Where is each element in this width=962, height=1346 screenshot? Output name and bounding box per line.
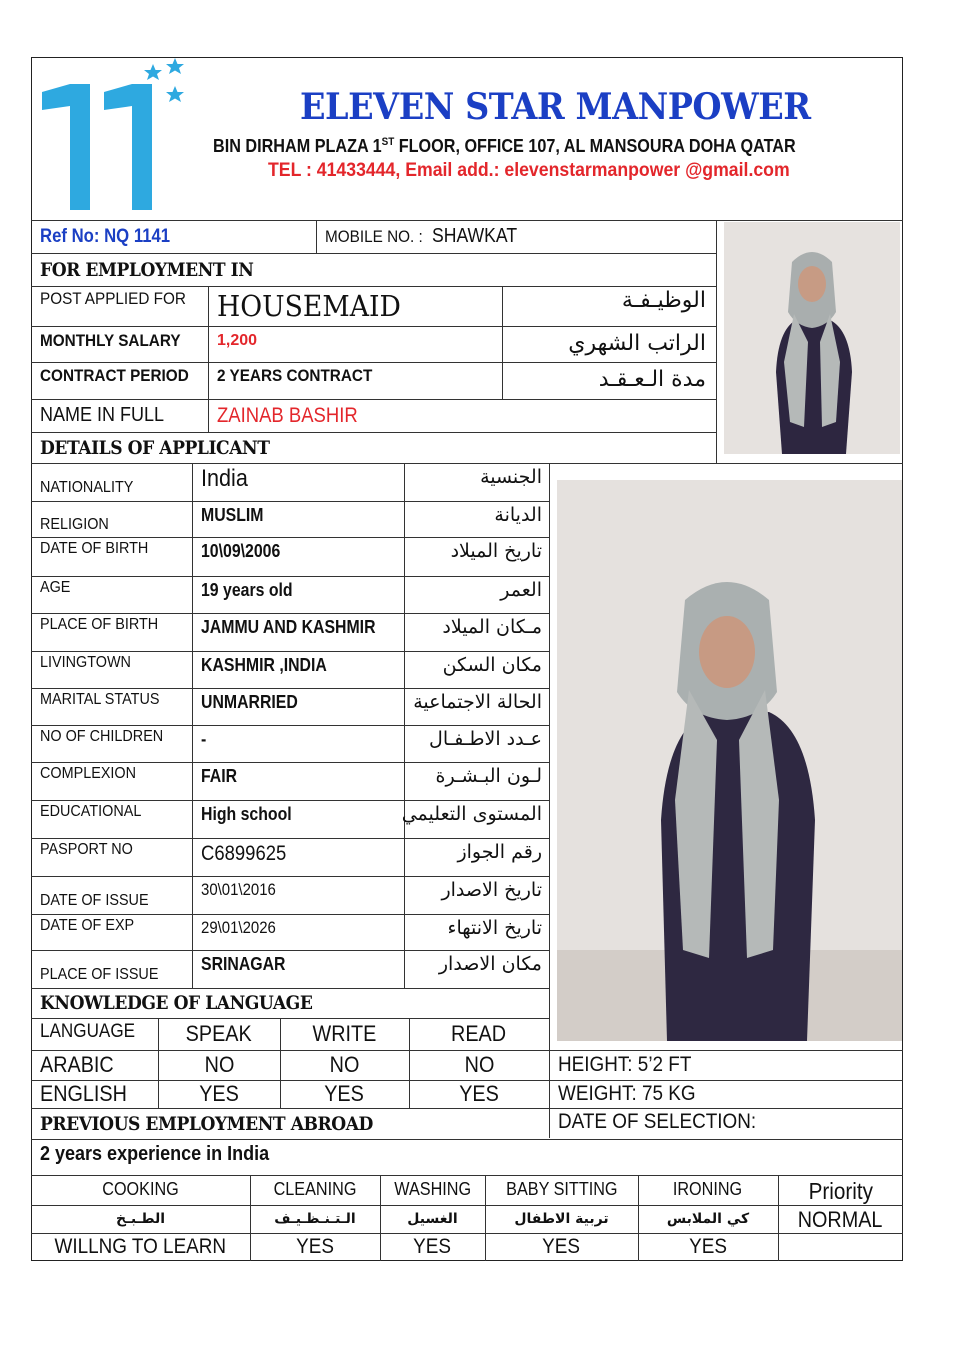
lang-english: ENGLISH <box>40 1081 127 1106</box>
skill-headers-1: CLEANING <box>273 1178 357 1199</box>
name-value: ZAINAB BASHIR <box>217 403 358 427</box>
detail-label: NO OF CHILDREN <box>40 728 164 745</box>
salary-label: MONTHLY SALARY <box>40 331 181 350</box>
mobile-value: SHAWKAT <box>431 225 517 247</box>
detail-value: MUSLIM <box>201 505 264 525</box>
skill-values-4: YES <box>689 1235 727 1258</box>
detail-label: DATE OF EXP <box>40 917 135 934</box>
english-read: YES <box>459 1081 499 1106</box>
lang-arabic: ARABIC <box>40 1052 114 1077</box>
company-contact: TEL : 41433444, Email add.: elevenstarmanpower @gmail.com <box>268 160 790 181</box>
height-value: HEIGHT: 5’2 FT <box>558 1053 692 1076</box>
english-write: YES <box>324 1081 365 1106</box>
arabic-read: NO <box>464 1052 494 1077</box>
detail-value: KASHMIR ,INDIA <box>201 655 327 675</box>
detail-label: MARITAL STATUS <box>40 691 160 708</box>
detail-label: LIVINGTOWN <box>40 654 131 671</box>
skill-values-2: YES <box>413 1235 452 1258</box>
detail-arabic: لـون البـشـرة <box>435 765 542 787</box>
post-label: POST APPLIED FOR <box>40 289 186 308</box>
previous-text: 2 years experience in India <box>40 1142 270 1165</box>
detail-label: PLACE OF ISSUE <box>40 966 159 983</box>
english-speak: YES <box>199 1081 239 1106</box>
employment-heading: FOR EMPLOYMENT IN <box>40 258 254 281</box>
detail-value: High school <box>201 804 292 824</box>
salary-ar: الراتب الشهري <box>568 331 706 356</box>
detail-value: JAMMU AND KASHMIR <box>201 617 376 637</box>
detail-value: 30\01\2016 <box>201 880 276 899</box>
detail-value: SRINAGAR <box>201 954 286 974</box>
address-sup: ST <box>381 136 395 148</box>
detail-label: PASPORT NO <box>40 841 133 858</box>
contract-value: 2 YEARS CONTRACT <box>217 366 373 385</box>
detail-arabic: تاريخ الميلاد <box>450 540 542 562</box>
detail-label: AGE <box>40 579 71 596</box>
skill-headers-2: WASHING <box>394 1178 471 1199</box>
skill-values-0: WILLNG TO LEARN <box>54 1235 227 1258</box>
company-address <box>213 136 796 157</box>
address-prefix: BIN DIRHAM PLAZA 1 <box>213 136 382 156</box>
post-value: HOUSEMAID <box>217 289 401 323</box>
detail-value: FAIR <box>201 766 238 786</box>
detail-arabic: عـدد الاطـفـال <box>429 728 542 750</box>
contract-ar: مدة الـعـقـد <box>598 367 706 392</box>
applicant-photo-small <box>724 222 900 454</box>
detail-arabic: تاريخ الاصدار <box>441 879 542 901</box>
mobile-label: MOBILE NO. : <box>325 226 423 246</box>
detail-arabic: الجنسية <box>480 466 542 488</box>
priority-value: NORMAL <box>798 1207 883 1232</box>
detail-arabic: المستوى التعليمي <box>401 803 542 825</box>
detail-arabic: مكان السكن <box>442 654 542 676</box>
lang-header-language: LANGUAGE <box>40 1021 136 1042</box>
detail-arabic: رقم الجواز <box>457 841 542 863</box>
detail-value: 29\01\2026 <box>201 918 276 937</box>
detail-arabic: مكان الاصدار <box>438 953 542 975</box>
address-suffix: FLOOR, OFFICE 107, AL MANSOURA DOHA QATAR <box>394 136 796 156</box>
detail-label: COMPLEXION <box>40 765 137 782</box>
detail-arabic: الديانة <box>494 504 542 526</box>
ref-number: Ref No: NQ 1141 <box>40 225 171 247</box>
detail-label: NATIONALITY <box>40 479 134 496</box>
detail-label: EDUCATIONAL <box>40 803 142 820</box>
detail-arabic: مـكان الميلاد <box>442 616 542 638</box>
detail-label: RELIGION <box>40 516 109 533</box>
detail-arabic: تاريخ الانتهاء <box>447 917 542 939</box>
lang-header-read: READ <box>451 1021 507 1046</box>
arabic-write: NO <box>329 1052 360 1077</box>
detail-label: PLACE OF BIRTH <box>40 616 159 633</box>
skill-arabic-3: تربية الاطفال <box>514 1211 609 1227</box>
detail-value: 10\09\2006 <box>201 541 281 561</box>
selection-date-label: DATE OF SELECTION: <box>558 1110 757 1133</box>
skill-arabic-4: كي الملابس <box>666 1211 750 1227</box>
skill-headers-0: COOKING <box>102 1178 179 1199</box>
skill-headers-4: IRONING <box>673 1178 743 1199</box>
skill-arabic-1: الـتـنـظـيـف <box>274 1211 356 1227</box>
skill-values-1: YES <box>296 1235 334 1258</box>
language-heading: KNOWLEDGE OF LANGUAGE <box>40 992 313 1014</box>
detail-value: - <box>201 729 207 749</box>
priority-label: Priority <box>808 1178 873 1204</box>
detail-value: 19 years old <box>201 580 293 600</box>
weight-value: WEIGHT: 75 KG <box>558 1082 696 1105</box>
skill-values-3: YES <box>542 1235 581 1258</box>
skill-headers-3: BABY SITTING <box>505 1178 618 1199</box>
contract-label: CONTRACT PERIOD <box>40 366 189 385</box>
detail-label: DATE OF ISSUE <box>40 892 149 909</box>
skill-arabic-0: الطـبـخ <box>115 1211 166 1227</box>
details-heading: DETAILS OF APPLICANT <box>40 436 270 459</box>
lang-header-write: WRITE <box>312 1021 377 1046</box>
arabic-speak: NO <box>204 1052 234 1077</box>
detail-label: DATE OF BIRTH <box>40 540 149 557</box>
skill-arabic-2: الغسيل <box>407 1211 458 1227</box>
name-label: NAME IN FULL <box>40 404 165 426</box>
previous-heading: PREVIOUS EMPLOYMENT ABROAD <box>40 1112 373 1135</box>
salary-value: 1,200 <box>217 332 258 349</box>
detail-value: India <box>201 465 248 492</box>
applicant-photo-large <box>557 480 902 1041</box>
detail-value: UNMARRIED <box>201 692 298 712</box>
detail-arabic: العمر <box>500 579 542 601</box>
lang-header-speak: SPEAK <box>185 1021 253 1046</box>
detail-arabic: الحالة الاجتماعية <box>413 691 542 713</box>
post-ar: الوظيـفـة <box>621 288 706 313</box>
detail-value: C6899625 <box>201 842 287 865</box>
company-name: ELEVEN STAR MANPOWER <box>300 86 811 128</box>
